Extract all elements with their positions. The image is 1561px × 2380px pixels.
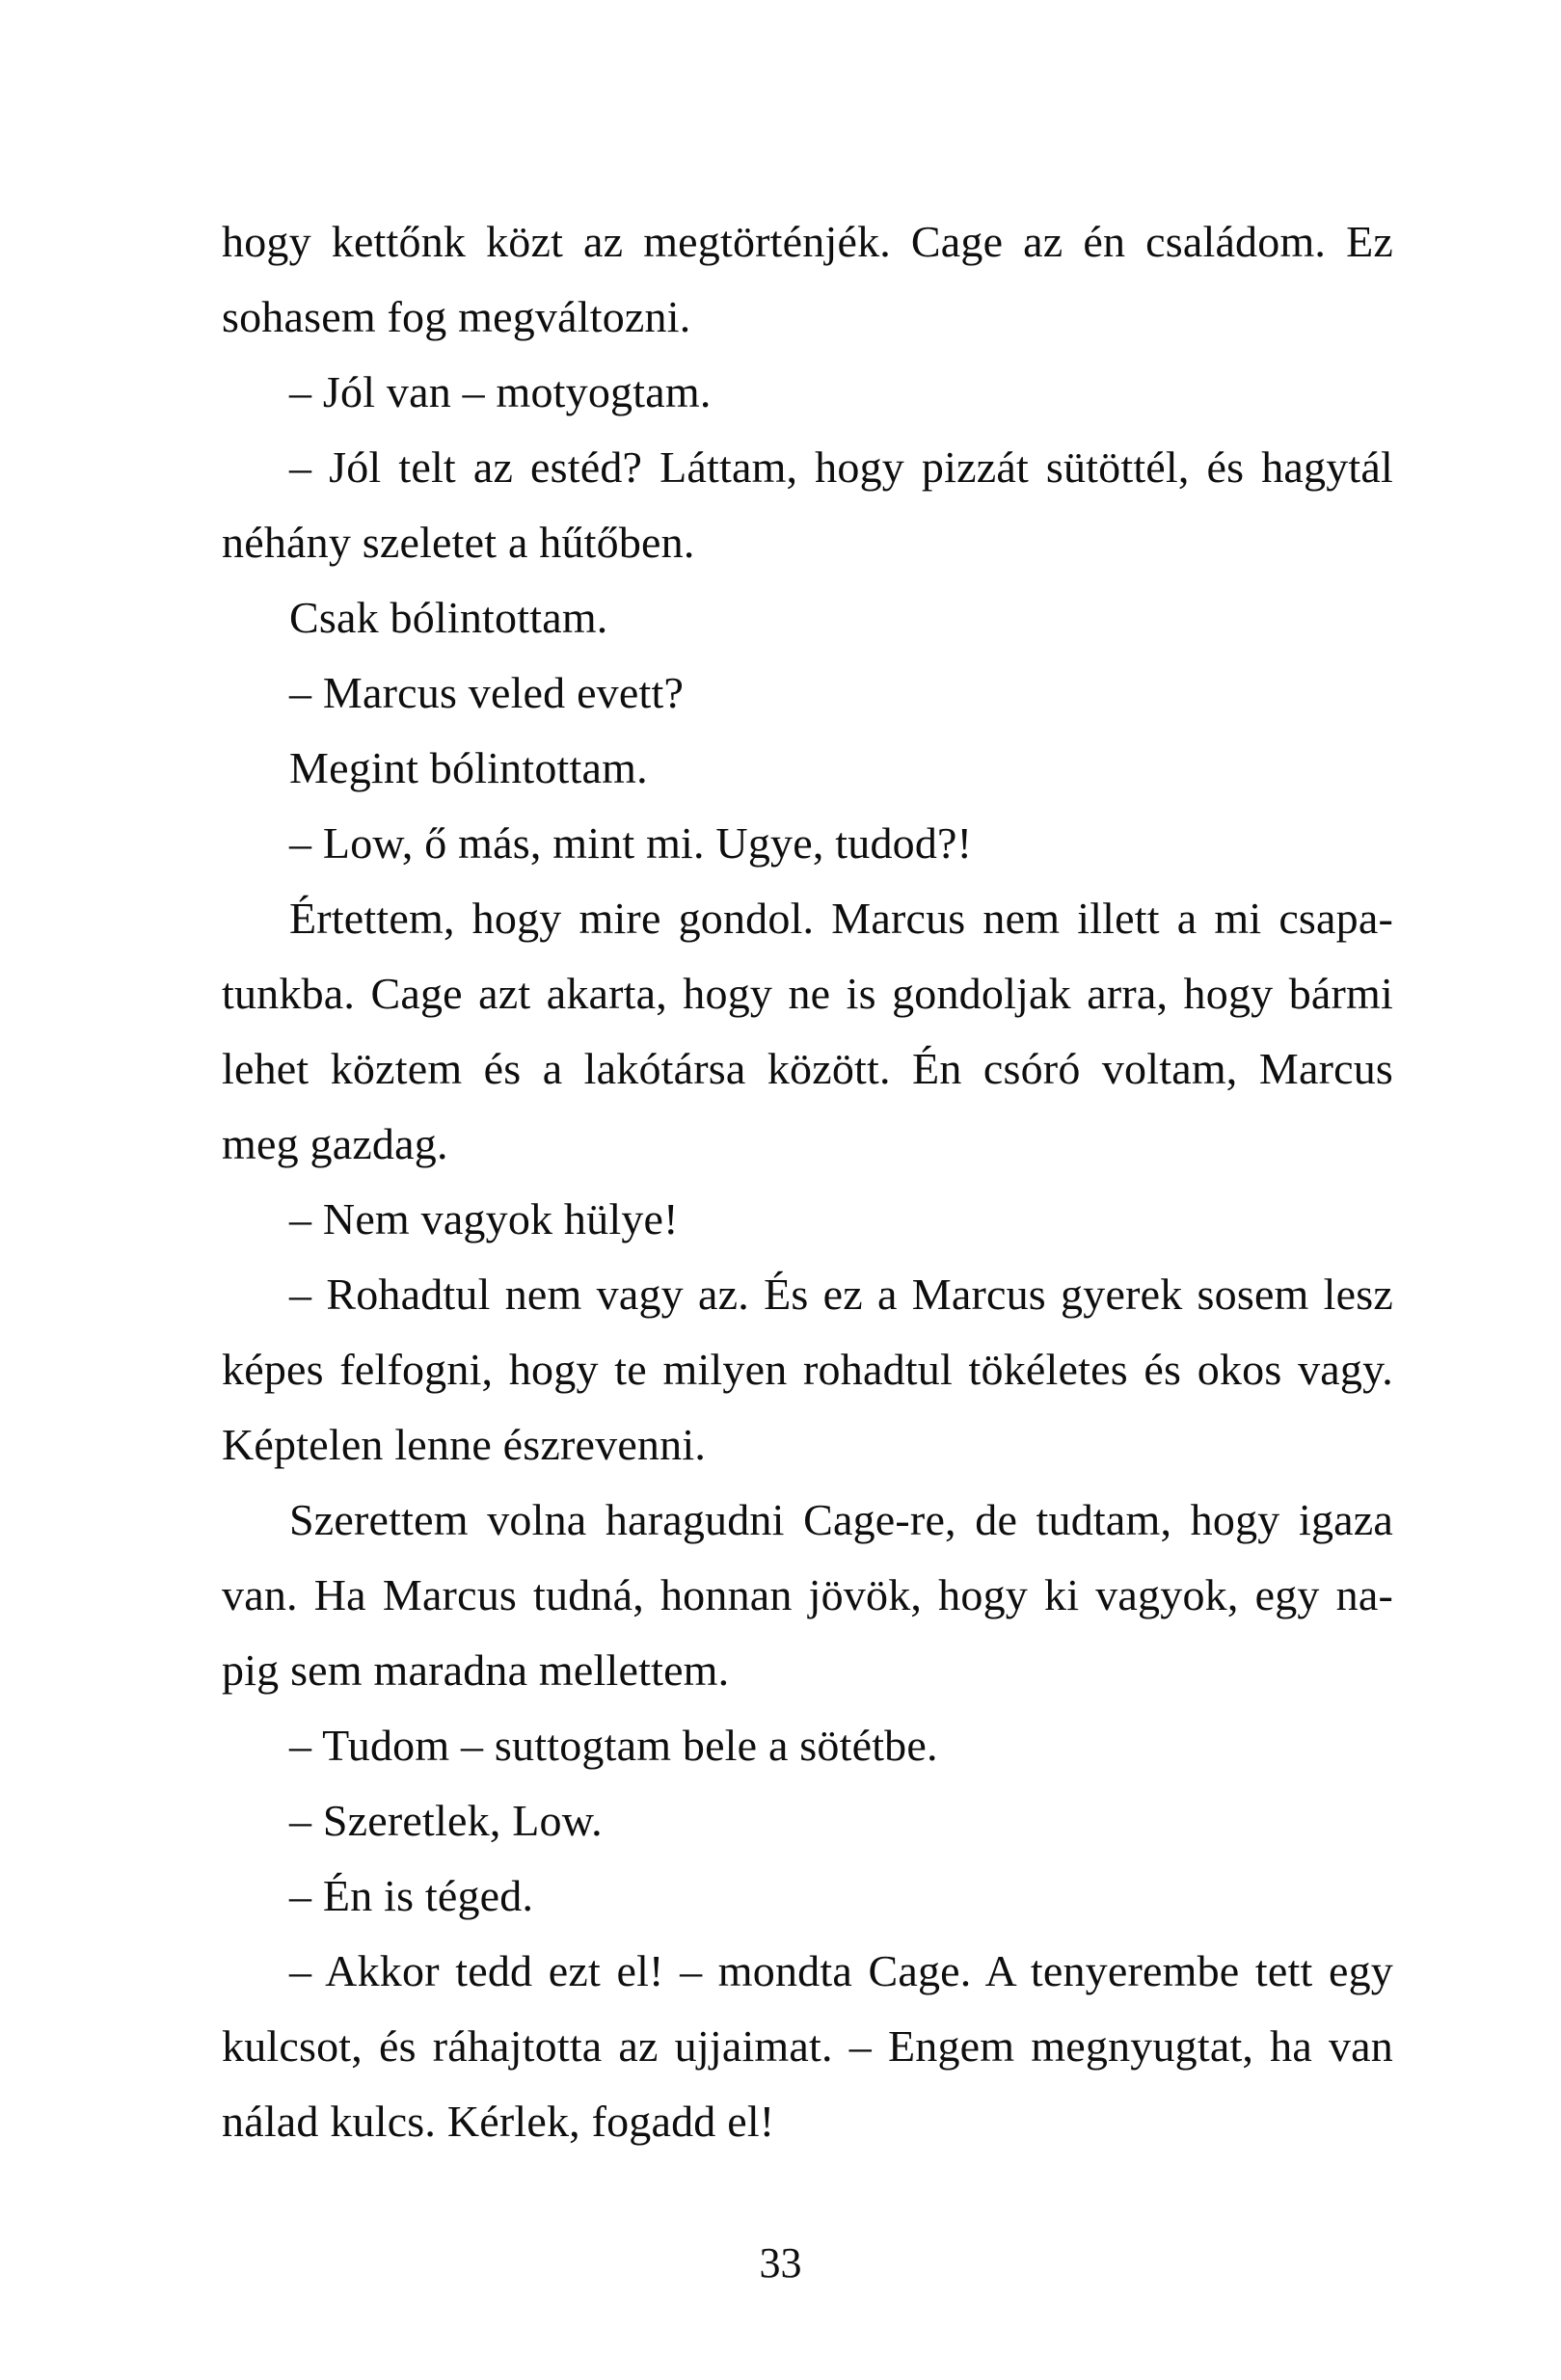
text-line: – Jól van – motyogtam.	[289, 367, 712, 416]
text-line: lehet köztem és a lakótársa között. Én csóró voltam, Marcus	[222, 1044, 1393, 1093]
text-line: kulcsot, és ráhajtotta az ujjaimat. – Engem megnyugtat, ha van	[222, 2021, 1393, 2071]
page-number: 33	[759, 2239, 802, 2286]
text-line: Csak bólintottam.	[289, 593, 608, 642]
text-line: tunkba. Cage azt akarta, hogy ne is gondoljak arra, hogy bármi	[222, 969, 1393, 1018]
text-line: – Rohadtul nem vagy az. És ez a Marcus gyerek sosem lesz	[289, 1270, 1393, 1319]
text-line: Szerettem volna haragudni Cage-re, de tudtam, hogy igaza	[289, 1495, 1393, 1544]
text-line: – Low, ő más, mint mi. Ugye, tudod?!	[289, 818, 973, 868]
page-text	[222, 204, 1393, 2159]
text-line: Megint bólintottam.	[289, 743, 648, 792]
text-line: képes felfogni, hogy te milyen rohadtul tökéletes és okos vagy.	[222, 1345, 1393, 1394]
text-line: – Nem vagyok hülye!	[289, 1194, 679, 1243]
text-line: sohasem fog megváltozni.	[222, 292, 691, 341]
text-line: – Marcus veled evett?	[289, 668, 685, 717]
text-line: – Szeretlek, Low.	[289, 1796, 603, 1845]
text-line: néhány szeletet a hűtőben.	[222, 518, 695, 567]
text-line: nálad kulcs. Kérlek, fogadd el!	[222, 2097, 775, 2146]
text-line: – Akkor tedd ezt el! – mondta Cage. A tenyerembe tett egy	[289, 1946, 1393, 1995]
text-line: – Én is téged.	[289, 1871, 534, 1920]
text-line: – Tudom – suttogtam bele a sötétbe.	[289, 1721, 938, 1770]
text-line: van. Ha Marcus tudná, honnan jövök, hogy ki vagyok, egy na-	[222, 1570, 1393, 1619]
text-line: Képtelen lenne észrevenni.	[222, 1420, 707, 1469]
text-line: pig sem maradna mellettem.	[222, 1645, 730, 1695]
text-line: Értettem, hogy mire gondol. Marcus nem illett a mi csapa-	[289, 894, 1393, 943]
text-line: hogy kettőnk közt az megtörténjék. Cage az én családom. Ez	[222, 217, 1393, 266]
text-line: – Jól telt az estéd? Láttam, hogy pizzát sütöttél, és hagytál	[289, 442, 1393, 492]
text-line: meg gazdag.	[222, 1119, 448, 1168]
